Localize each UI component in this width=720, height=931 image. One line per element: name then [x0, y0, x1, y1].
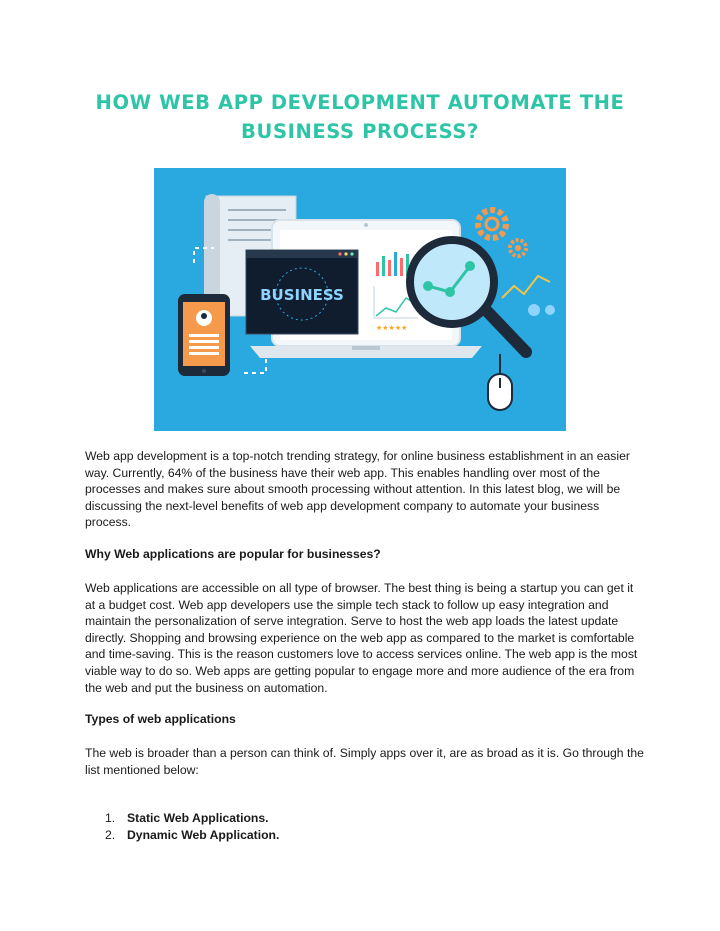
hero-illustration	[154, 168, 566, 431]
web-app-illustration	[154, 168, 566, 431]
screen-business-word: BUSINESS	[260, 286, 344, 304]
web-app-types-list	[105, 810, 279, 843]
list-number: 1.	[105, 811, 116, 825]
phone-icon	[178, 294, 230, 376]
list-item	[105, 827, 279, 844]
pie-icon	[528, 304, 540, 316]
section-paragraph: Web applications are accessible on all type of browser. The best thing is being a startup you can get it at a budget cost. Web app developers use the simple tech stack to follow up easy integration and maintain the personalization of serve integration. Serve to host the web app loads the latest update directly. Shopping and browsing experience on the web app as compared to the market is comfortable and time-saving. This is the reason customers love to access services online. The web app is the most viable way to do so. Web apps are getting popular to engage more and more audience of the era from the web and put the business on automation.	[85, 581, 638, 695]
section-heading: Types of web applications	[85, 712, 236, 726]
intro-paragraph: Web app development is a top-notch trending strategy, for online business establishment in an easier way. Currently, 64% of the business have their web app. This enables handling over most of the processes and makes sure about smooth processing without attention. In this latest blog, we will be discussing the next-level benefits of web app development company to automate your business process.	[85, 449, 630, 530]
page-title: HOW WEB APP DEVELOPMENT AUTOMATE THE BUSINESS PROCESS?	[95, 91, 625, 143]
list-item-text: Static Web Applications.	[127, 811, 269, 825]
list-item	[105, 810, 279, 827]
list-number: 2.	[105, 827, 116, 842]
pie-icon	[545, 305, 555, 315]
gear-icon	[478, 210, 526, 256]
mouse-icon	[488, 354, 512, 410]
svg-text:★★★★★: ★★★★★	[376, 324, 408, 332]
connector-line	[244, 356, 266, 373]
section-heading: Why Web applications are popular for businesses?	[85, 547, 381, 561]
trend-line	[502, 276, 550, 298]
list-item-text: Dynamic Web Application.	[127, 827, 280, 842]
section-paragraph: The web is broader than a person can think of. Simply apps over it, are as broad as it is. Go through the list mentioned below:	[85, 746, 644, 777]
business-screen	[246, 250, 358, 334]
